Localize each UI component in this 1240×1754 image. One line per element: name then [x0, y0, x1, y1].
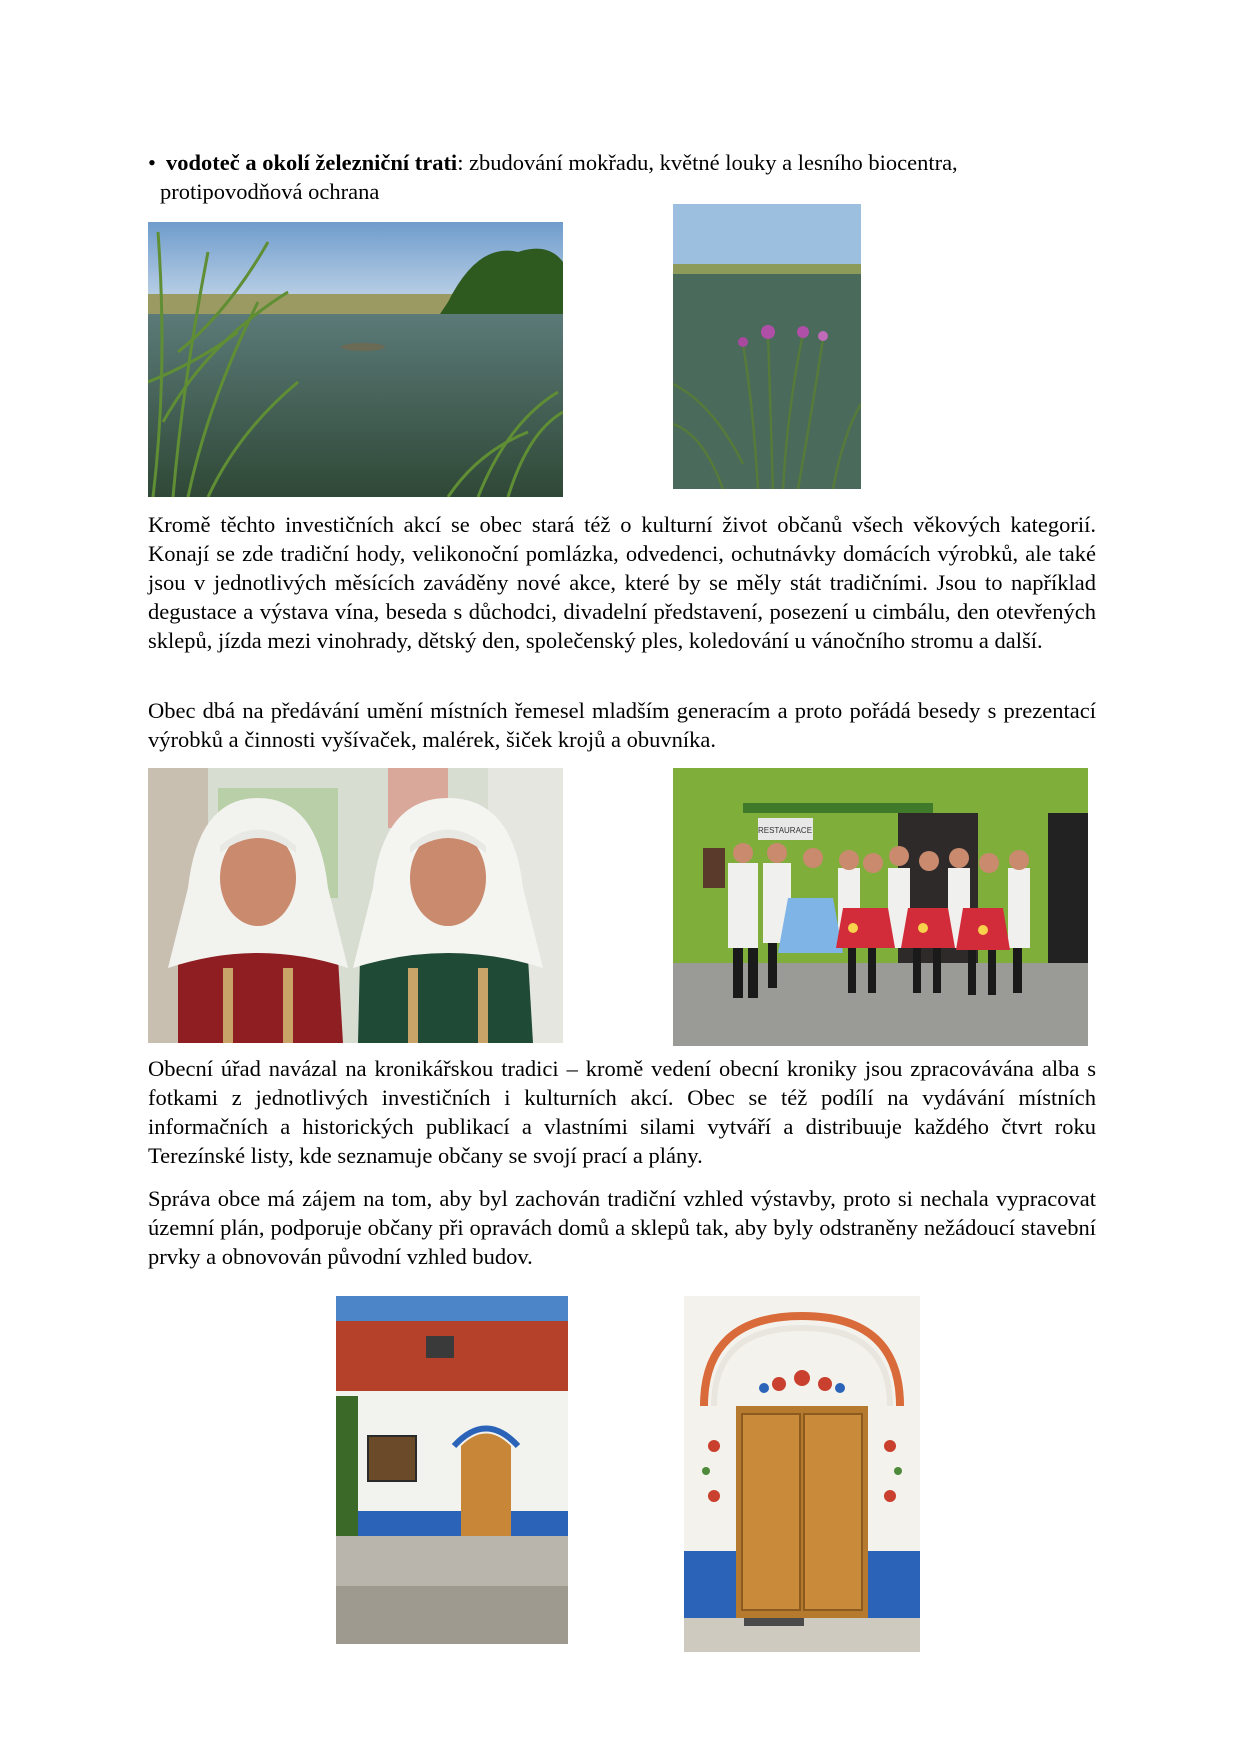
paragraph-crafts: Obec dbá na předávání umění místních řemesel mladším generacím a proto pořádá besedy s prezentací výrobků a činnosti vyšívaček, malérek, šiček krojů a obuvníka. [148, 698, 1096, 752]
photo-folk-women [148, 768, 563, 1043]
photo-wine-cellar [336, 1296, 568, 1644]
paragraph-culture: Kromě těchto investičních akcí se obec stará též o kulturní život občanů všech věkových kategorií. Konají se zde tradiční hody, velikonoční pomlázka, odvedenci, ochutnávky domácích výrobků, ale také jsou v jednotlivých měsících zaváděny nové akce, které by se měly stát tradičními. Jsou to například degustace a výstava vína, beseda s důchodci, divadelní představení, posezení u cimbálu, den otevřených sklepů, jízda mezi vinohrady, dětský den, společenský ples, koledování u vánočního stromu a další. [148, 512, 1096, 653]
photo-thistle-pond [673, 204, 861, 489]
paragraph-chronicle: Obecní úřad navázal na kronikářskou tradici – kromě vedení obecní kroniky jsou zpracovávána alba s fotkami z jednotlivých investičních i kulturních akcí. Obec se též podílí na vydávání místních informačních a historických publikací a vlastními silami vytváří a distribuuje každého čtvrt roku Terezínské listy, kde seznamuje občany se svojí prací a plány. [148, 1056, 1096, 1168]
paragraph-building: Správa obce má zájem na tom, aby byl zachován tradiční vzhled výstavby, proto si nechala vypracovat územní plán, podporuje občany při opravách domů a sklepů tak, aby byly odstraněny nežádoucí stavební prvky a obnovován původní vzhled budov. [148, 1186, 1096, 1269]
photo-painted-door [684, 1296, 920, 1652]
bullet-continuation: protipovodňová ochrana [160, 179, 380, 204]
photo-pond-reeds [148, 222, 563, 497]
restaurant-sign-text: RESTAURACE [757, 826, 813, 835]
bullet-bold-text: vodoteč a okolí železniční trati [166, 150, 458, 175]
photo-folk-group [673, 768, 1088, 1046]
bullet-icon: • [148, 150, 156, 175]
bullet-item [148, 148, 1108, 206]
bullet-text: : zbudování mokřadu, květné louky a lesního biocentra, [457, 150, 958, 175]
